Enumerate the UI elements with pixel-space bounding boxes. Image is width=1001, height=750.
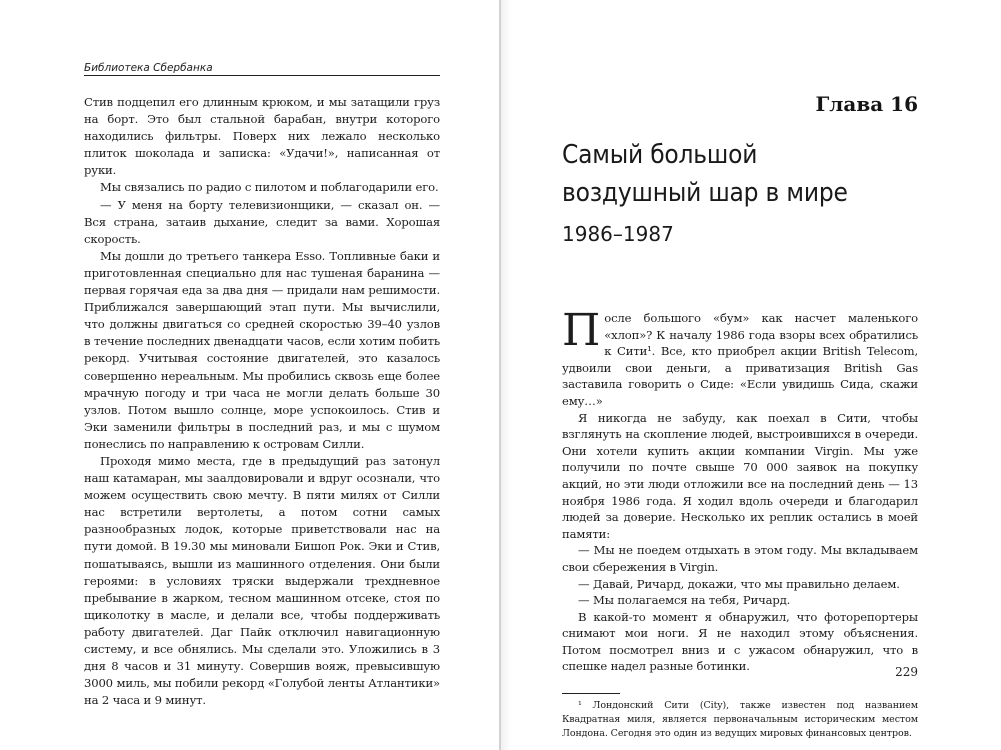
footnote-text: ¹ Лондонский Сити (City), также известен под названием Квадратная миля, является первоначальным историческим местом Лондона. Сегодня это один из ведущих мировых финансовых центров. [562, 700, 918, 740]
paragraph: Мы связались по радио с пилотом и поблагодарили его. [100, 180, 439, 195]
drop-cap: П [562, 305, 601, 356]
paragraph: Проходя мимо места, где в предыдущий раз затонул наш катамаран, мы заалдовировали и вдруг осознали, что можем осуществить свою мечту. В пяти милях от Силли нас встретили вертолеты, а потом сотни самых разнообразных лодок, которые приветствовали нас на пути домой. В 19.30 мы миновали Бишоп Рок. Эки и Стив, пошатываясь, вышли из машинного отделения. Они были героями: в условиях тряски выдержали трехдневное пребывание в жарком, тесном машинном отсеке, стоя по щиколотку в масле, и делали все, чтобы поддерживать работу двигателей. Даг Пайк отключил навигационную систему, и все обнялись. Мы сделали это. Уложились в 3 дня 8 часов и 31 минуту. Совершив вояж, превысившую 3000 миль, мы побили рекорд «Голубой ленты Атлантики» на 2 часа и 9 минут. [84, 453, 440, 708]
running-head: Библиотека Сбербанка [84, 62, 440, 76]
left-page [84, 62, 440, 709]
opening-paragraph [562, 305, 918, 410]
gutter-shadow [501, 0, 511, 750]
chapter-years: 1986–1987 [562, 222, 674, 246]
paragraph: — Мы полагаемся на тебя, Ричард. [578, 593, 791, 608]
page-number: 229 [895, 665, 918, 679]
paragraph: Я никогда не забуду, как поехал в Сити, чтобы взглянуть на скопление людей, выстроившихся в очереди. Они хотели купить акции компании Virgin. Мы уже получили по почте свыше 70 000 заявок на покупку акций, но эти люди отложили все на последний день — 13 ноября 1986 года. Я ходил вдоль очереди и благодарил людей за доверие. Несколько их реплик остались в моей памяти: [562, 410, 918, 541]
chapter-title-line-2: воздушный шар в мире [562, 178, 848, 208]
chapter-title [562, 136, 918, 212]
right-body-text [562, 305, 918, 675]
left-body-text [84, 94, 440, 709]
chapter-title-line-1: Самый большой [562, 140, 758, 170]
paragraph: — Мы не поедем отдыхать в этом году. Мы вкладываем свои сбережения в Virgin. [562, 543, 918, 574]
chapter-label: Глава 16 [815, 92, 918, 116]
footnote [562, 699, 918, 741]
footnote-rule [562, 693, 620, 694]
paragraph: — Давай, Ричард, докажи, что мы правильно делаем. [578, 576, 900, 591]
right-page [562, 92, 918, 741]
paragraph: Мы дошли до третьего танкера Esso. Топливные баки и приготовленная специально для нас тушеная баранина — первая горячая еда за два дня — придали нам решимости. Приближался завершающий этап пути. Мы вычислили, что должны двигаться со средней скоростью 39–40 узлов в течение последних двенадцати часов, если хотим побить рекорд. Учитывая состояние двигателей, это казалось совершенно нереальным. Мы пробились сквозь еще более мрачную погоду и три часа не могли делать больше 30 узлов. Потом вышло солнце, море успокоилось. Стив и Эки заменили фильтры в последний раз, и мы с шумом понеслись по направлению к островам Силли. [84, 248, 440, 451]
opening-paragraph-text: осле большого «бум» как насчет маленького «хлоп»? К началу 1986 года взоры всех обратились к Сити¹. Все, кто приобрел акции British Telecom, удвоили свои деньги, а приватизация British Gas заставила говорить о Сиде: «Если увидишь Сида, скажи ему…» [562, 311, 918, 408]
paragraph: Стив подцепил его длинным крюком, и мы затащили груз на борт. Это был стальной барабан, внутри которого находились фильтры. Поверх них лежало несколько плиток шоколада и записка: «Удачи!», написанная от руки. [84, 95, 440, 178]
paragraph: В какой-то момент я обнаружил, что фоторепортеры снимают мои ноги. Я не находил этому объяснения. Потом посмотрел вниз и с ужасом обнаружил, что в спешке надел разные ботинки. [562, 609, 918, 674]
paragraph: — У меня на борту телевизионщики, — сказал он. — Вся страна, затаив дыхание, следит за вами. Хорошая скорость. [84, 197, 440, 246]
